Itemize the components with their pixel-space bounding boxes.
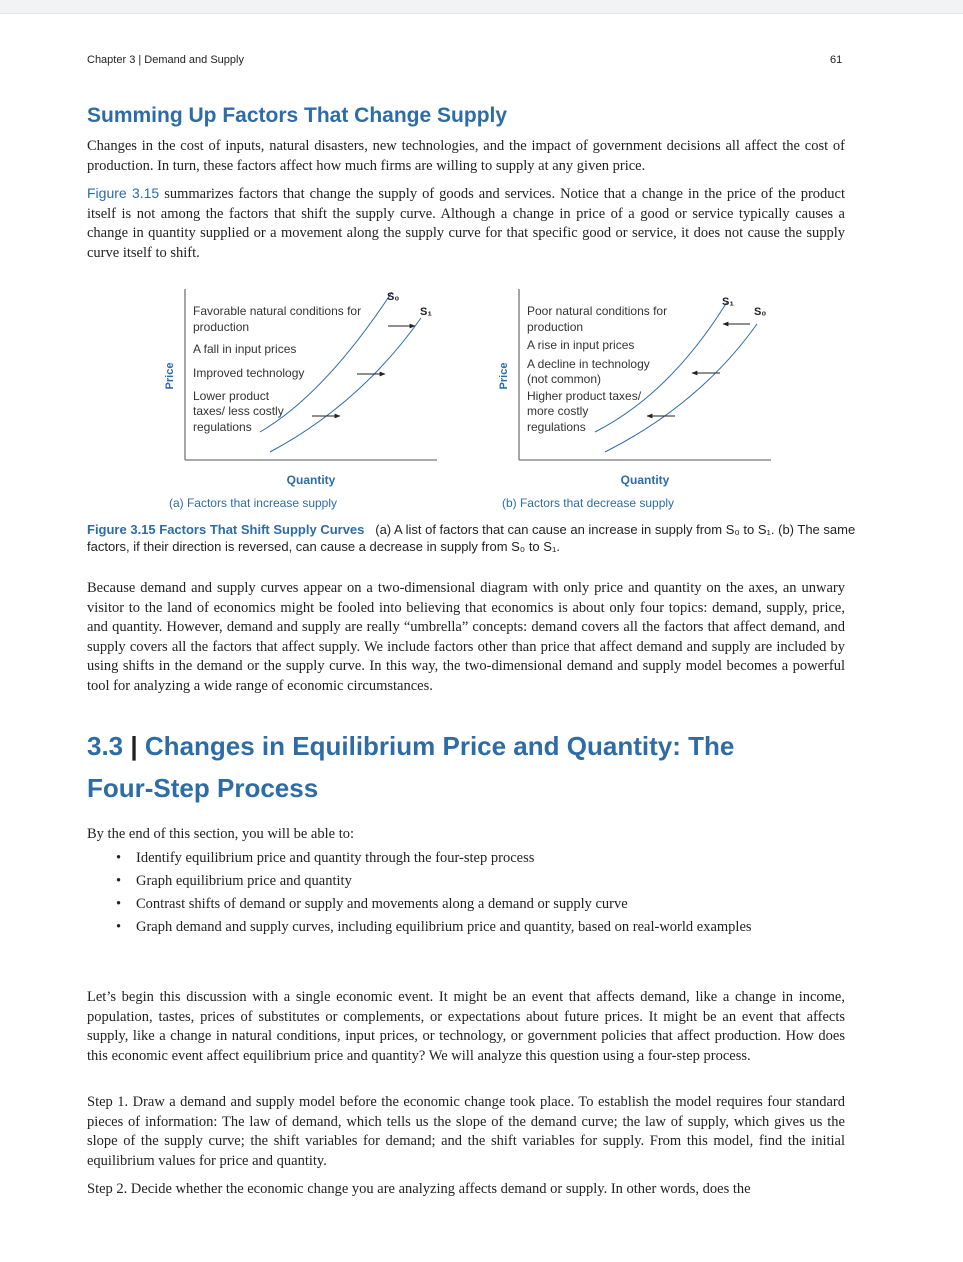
section-title-summing-up: Summing Up Factors That Change Supply: [87, 104, 508, 127]
paragraph-changes-in-cost: Changes in the cost of inputs, natural disasters, new technologies, and the impact of government decisions all affect the cost of production. In turn, these factors affect how much firms are willing to supply at any given price.: [87, 138, 845, 174]
objective-item: • Contrast shifts of demand or supply and movements along a demand or supply curve: [116, 893, 816, 916]
panel-b-graph: [498, 289, 771, 510]
figure-caption-title: Figure 3.15 Factors That Shift Supply Curves: [87, 522, 365, 537]
paragraph-step-2: Step 2. Decide whether the economic change you are analyzing affects demand or supply. In other words, does the: [87, 1181, 751, 1197]
running-header-chapter: Chapter 3 | Demand and Supply: [87, 54, 244, 66]
panel-a-factor-line-1: Favorable natural conditions for: [193, 304, 362, 318]
panel-b-x-axis-label: Quantity: [620, 473, 670, 487]
panel-b-factor-line-6: Higher product taxes/: [527, 389, 642, 403]
panel-b-factor-line-1: Poor natural conditions for: [527, 304, 668, 318]
panel-b-factor-line-5: (not common): [527, 372, 602, 386]
panel-a-factor-line-2: production: [193, 320, 250, 334]
panel-a-subcaption: (a) Factors that increase supply: [168, 496, 338, 510]
objective-item: • Graph demand and supply curves, including equilibrium price and quantity, based on real-world examples: [116, 916, 776, 939]
objectives-intro: By the end of this section, you will be able to:: [87, 826, 354, 842]
section-title-line-2: Four-Step Process: [87, 773, 319, 803]
panel-b-label-s1: S₁: [722, 296, 734, 308]
panel-a-x-axis-label: Quantity: [286, 473, 336, 487]
paragraph-step-1: Step 1. Draw a demand and supply model before the economic change took place. To establish the model requires four standard pieces of information: The law of demand, which tells us the slope of the demand curve; the law of supply, which gives us the slope of the supply curve; the shift variables for demand; and the shift variables for supply. From this model, find the initial equilibrium values for price and quantity.: [87, 1094, 845, 1169]
panel-b-factor-line-8: regulations: [527, 420, 586, 434]
panel-a-graph: [164, 289, 437, 510]
paragraph-figure-summary: [87, 184, 845, 263]
panel-b-factor-line-2: production: [527, 320, 584, 334]
paragraph-figure-summary-text: summarizes factors that change the supply of goods and services. Notice that a change in the price of the product itself is not among the factors that shift the supply curve. Although a change in price of a good or service typically causes a change in quantity supplied or a movement along the supply curve for that specific good or service, it does not cause the supply curve itself to shift.: [87, 186, 845, 261]
page-number: 61: [830, 54, 843, 66]
panel-a-y-axis-label: Price: [164, 362, 176, 390]
panel-a-factor-line-4: Improved technology: [193, 366, 305, 380]
panel-a-supply-curve-s1: [270, 318, 421, 452]
section-heading-3-3: [87, 725, 887, 809]
figure-caption-text: (a) A list of factors that can cause an increase in supply from S₀ to S₁. (b) The same factors, if their direction is reversed, can cause a decrease in supply from S₀ to S₁.: [87, 522, 856, 554]
section-number: 3.3: [87, 731, 124, 761]
panel-b-factor-line-4: A decline in technology: [527, 357, 650, 371]
panel-a-label-s0: S₀: [387, 291, 400, 303]
panel-a-factor-line-5: Lower product: [193, 389, 270, 403]
panel-b-subcaption: (b) Factors that decrease supply: [501, 496, 675, 510]
panel-b-factor-line-3: A rise in input prices: [527, 338, 635, 352]
paragraph-lets-begin: Let’s begin this discussion with a single economic event. It might be an event that affects demand, like a change in income, population, tastes, prices of substitutes or complements, or expectations about future prices. It might be an event that affects supply, like a change in natural conditions, input prices, or technology, or government policies that affect production. How does this economic event affect equilibrium price and quantity? We will analyze this question using a four-step process.: [87, 989, 845, 1064]
objective-item: • Identify equilibrium price and quantity through the four-step process: [116, 847, 816, 870]
panel-a-factor-line-6: taxes/ less costly: [193, 404, 284, 418]
paragraph-because-demand: Because demand and supply curves appear on a two-dimensional diagram with only price and quantity on the axes, an unwary visitor to the land of economics might be fooled into believing that economics is about only four topics: demand, supply, price, and quantity. However, demand and supply are really “umbrella” concepts: demand covers all the factors that affect demand, and supply covers all the factors that affect supply. We include factors other than price that affect demand and supply are included by using shifts in the demand or the supply curve. In this way, the two-dimensional demand and supply model becomes a powerful tool for analyzing a wide range of economic circumstances.: [87, 580, 845, 694]
panel-a-factor-line-3: A fall in input prices: [193, 342, 297, 356]
panel-b-y-axis-label: Price: [498, 362, 510, 390]
section-title-line-1: Changes in Equilibrium Price and Quantity: The: [144, 731, 735, 761]
figure-3-15: [150, 284, 800, 514]
panel-a-label-s1: S₁: [420, 306, 432, 318]
panel-b-factor-line-7: more costly: [527, 404, 589, 418]
section-divider-bar: |: [130, 731, 138, 761]
objective-item: • Graph equilibrium price and quantity: [116, 870, 816, 893]
panel-b-label-s0: S₀: [754, 306, 767, 318]
figure-caption: [87, 521, 857, 555]
panel-a-factor-line-7: regulations: [193, 420, 252, 434]
figure-reference-link[interactable]: Figure 3.15: [87, 185, 160, 201]
viewer-top-bar: [0, 0, 963, 14]
